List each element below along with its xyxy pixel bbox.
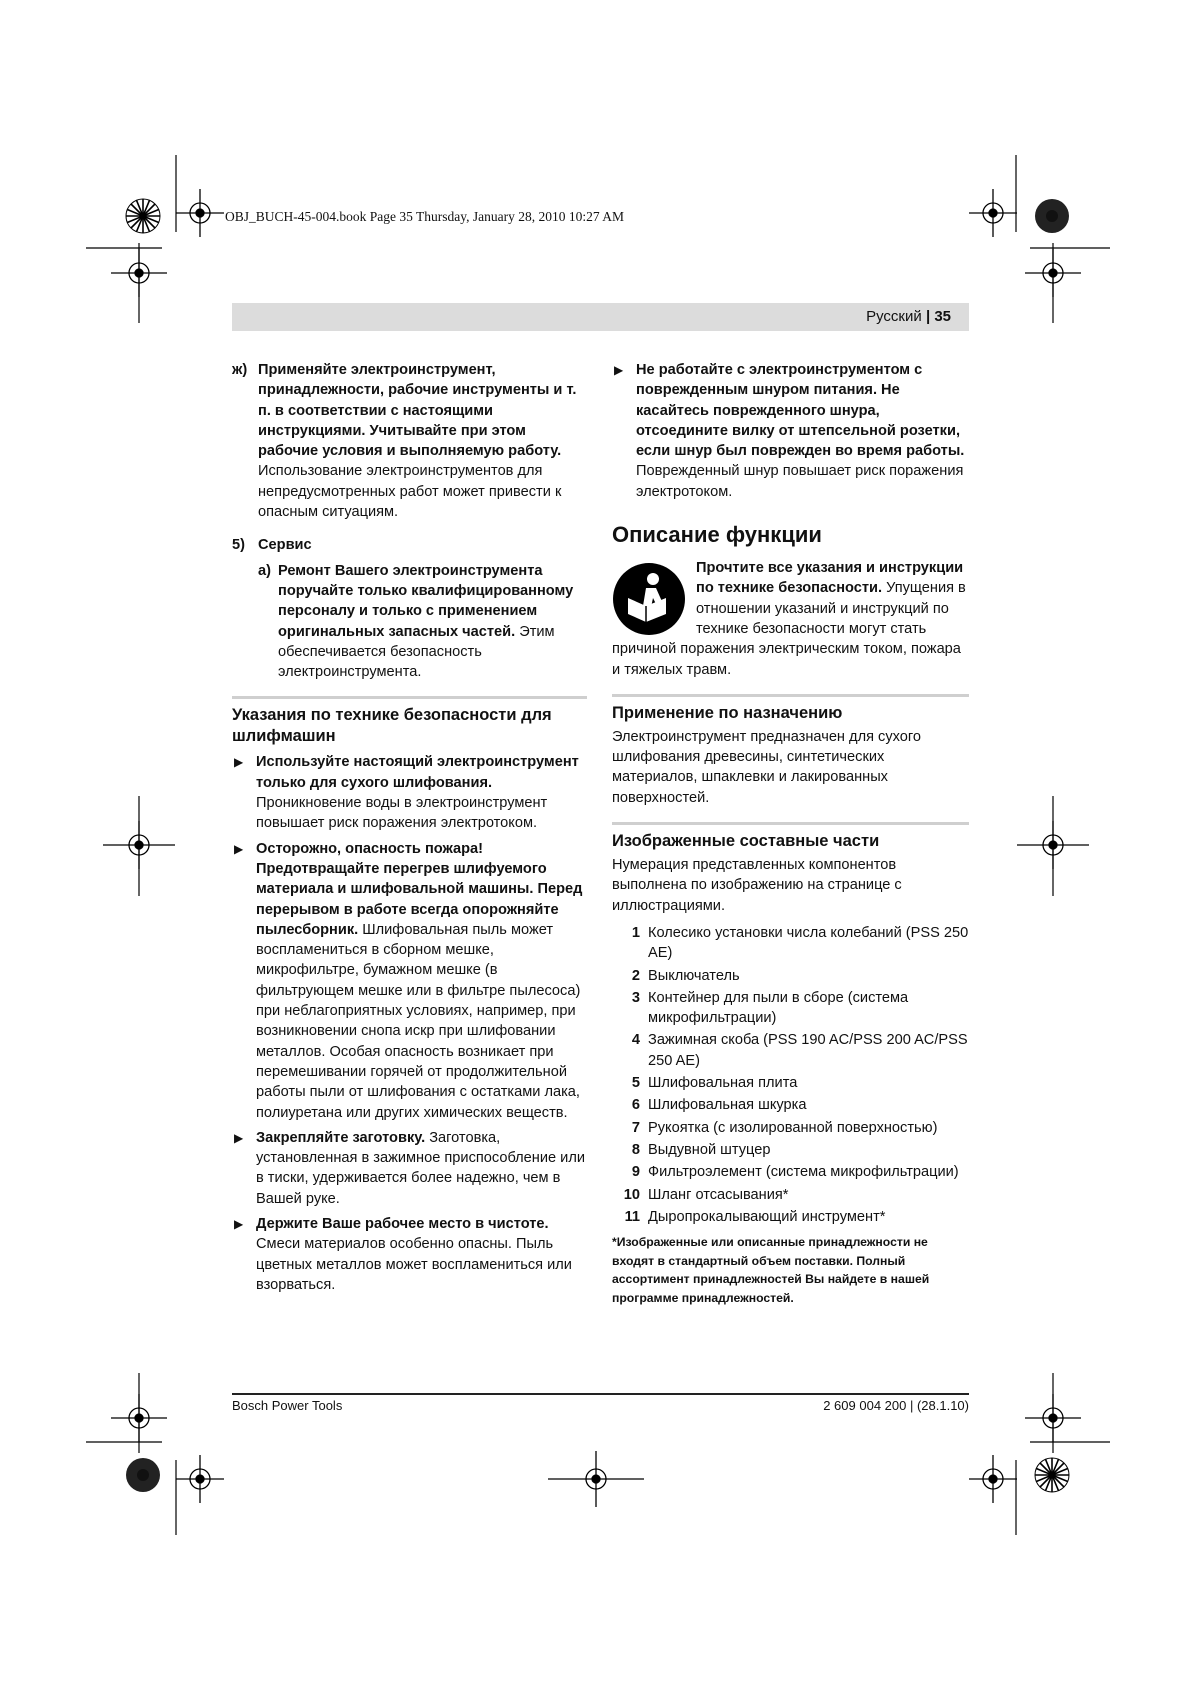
- right-column: [612, 360, 969, 1307]
- page-header: [866, 308, 951, 325]
- left-column: [232, 360, 587, 1295]
- page-number: 35: [934, 308, 951, 325]
- parts-heading: Изображенные составные части: [612, 822, 969, 852]
- parts-list: [612, 923, 969, 1227]
- list-item: [612, 1162, 969, 1182]
- bullet-triangle-icon: ▶: [234, 1130, 244, 1145]
- part-number: 3: [631, 989, 640, 1006]
- safety-bullet: [232, 1214, 587, 1295]
- part-number: 7: [631, 1119, 640, 1136]
- service-title: Сервис: [258, 537, 312, 554]
- part-number: 4: [631, 1032, 640, 1049]
- safety-bullet-bold: Используйте настоящий электроинструмент только для сухого шлифования.: [256, 754, 579, 791]
- cord-warning-text: Поврежденный шнур повышает риск поражения электротоком.: [636, 463, 964, 500]
- service-item-a-label: а): [258, 562, 271, 579]
- cord-warning-bullet: [612, 360, 969, 502]
- footer-rule: [232, 1393, 969, 1395]
- accessories-footnote: *Изображенные или описанные принадлежности не входят в стандартный объем поставки. Полный ассортимент принадлежностей Вы найдете в нашей программе принадлежностей.: [612, 1235, 930, 1305]
- part-name: Зажимная скоба (PSS 190 AC/PSS 200 AC/PSS 250 AE): [648, 1032, 968, 1069]
- list-item: [612, 1207, 969, 1227]
- purpose-text: Электроинструмент предназначен для сухого шлифования древесины, синтетических материалов, шпаклевки и лакированных поверхностей.: [612, 728, 921, 806]
- part-number: 6: [631, 1097, 640, 1114]
- list-item: [612, 1140, 969, 1160]
- list-item: [612, 1185, 969, 1205]
- list-item: [612, 1095, 969, 1115]
- service-item-a-text: Этим обеспечивается безопасность электроинструмента.: [278, 623, 555, 681]
- purpose-heading: Применение по назначению: [612, 694, 969, 724]
- safety-bullet-text: Шлифовальная пыль может воспламениться в сборном мешке, микрофильтре, бумажном мешке (в фильтрующем мешке или в фильтре пылесоса) при неблагоприятных условиях, например, при возникновении снопа искр при шлифовании металлов. Особая опасность возникает при перемешивании горячей от продолжительной работы пыли от шлифования с остатками лака, полиуретана или других химических веществ.: [256, 921, 581, 1121]
- page-header-bar: [232, 303, 969, 331]
- header-separator: |: [925, 308, 931, 325]
- read-manual-block: [612, 558, 969, 680]
- safety-bullet: [232, 752, 587, 833]
- safety-bullet: [232, 839, 587, 1123]
- bullet-triangle-icon: ▶: [234, 841, 244, 856]
- part-name: Выдувной штуцер: [648, 1141, 771, 1158]
- list-item: [612, 1073, 969, 1093]
- safety-bullet-bold: Закрепляйте заготовку.: [256, 1129, 426, 1146]
- safety-bullet-text: Заготовка, установленная в зажимное приспособление или в тиски, удерживается более надежно, чем в Вашей руке.: [256, 1129, 585, 1207]
- list-item: [612, 1030, 969, 1071]
- part-name: Шланг отсасывания*: [648, 1186, 789, 1203]
- bullet-triangle-icon: ▶: [234, 1216, 244, 1231]
- service-item-a-bold: Ремонт Вашего электроинструмента поручайте только квалифицированному персоналу и только с применением оригинальных запасных частей.: [278, 562, 574, 640]
- language-label: Русский: [866, 308, 922, 325]
- safety-bullet-text: Смеси материалов особенно опасны. Пыль цветных металлов может воспламениться или взорваться.: [256, 1236, 572, 1293]
- safety-bullet-bold: Осторожно, опасность пожара! Предотвращайте перегрев шлифуемого материала и шлифовальной машины. Перед перерывом в работе всегда опорожняйте пылесборник.: [256, 840, 583, 938]
- footer-brand: Bosch Power Tools: [232, 1398, 343, 1413]
- item-zh-label: ж): [232, 362, 248, 378]
- part-name: Контейнер для пыли в сборе (система микрофильтрации): [648, 989, 909, 1027]
- read-manual-text: Упущения в отношении указаний и инструкций по технике безопасности могут стать причиной поражения электрическим током, пожара и тяжелых травм.: [612, 580, 966, 678]
- safety-bullet-bold: Держите Ваше рабочее место в чистоте.: [256, 1215, 549, 1232]
- list-item: [612, 923, 969, 964]
- part-number: 1: [631, 924, 640, 941]
- part-name: Рукоятка (с изолированной поверхностью): [648, 1119, 938, 1136]
- part-number: 2: [631, 967, 640, 984]
- item-zh-bold: Применяйте электроинструмент, принадлежности, рабочие инструменты и т. п. в соответствии с настоящими инструкциями. Учитывайте при этом рабочие условия и выполняемую работу.: [258, 362, 577, 460]
- safety-bullets: [232, 752, 587, 1295]
- print-slug: OBJ_BUCH-45-004.book Page 35 Thursday, January 28, 2010 10:27 AM: [225, 209, 624, 224]
- safety-heading: Указания по технике безопасности для шлифмашин: [232, 696, 587, 747]
- footer-code: 2 609 004 200 | (28.1.10): [823, 1398, 969, 1413]
- part-number: 9: [631, 1164, 640, 1181]
- list-item: [612, 966, 969, 986]
- function-heading: Описание функции: [612, 522, 822, 548]
- service-section: [232, 535, 587, 682]
- part-number: 10: [623, 1186, 640, 1203]
- part-name: Фильтроэлемент (система микрофильтрации): [648, 1164, 959, 1181]
- bullet-triangle-icon: ▶: [614, 363, 624, 377]
- cord-warning-bold: Не работайте с электроинструментом с поврежденным шнуром питания. Не касайтесь поврежденного шнура, отсоедините вилку от штепсельной розетки, если шнур был поврежден во время работы.: [636, 362, 965, 460]
- list-item: [612, 1118, 969, 1138]
- part-number: 8: [631, 1141, 640, 1158]
- part-name: Дыропрокалывающий инструмент*: [648, 1208, 886, 1225]
- item-zh: [232, 360, 587, 522]
- part-name: Шлифовальная шкурка: [648, 1097, 807, 1114]
- read-manual-bold: Прочтите все указания и инструкции по технике безопасности.: [696, 560, 964, 597]
- part-name: Выключатель: [648, 967, 740, 984]
- bullet-triangle-icon: ▶: [234, 755, 244, 770]
- part-name: Колесико установки числа колебаний (PSS 250 AE): [648, 924, 969, 962]
- item-zh-text: Использование электроинструментов для непредусмотренных работ может привести к опасным ситуациям.: [258, 463, 562, 521]
- list-item: [612, 988, 969, 1029]
- service-number: 5): [232, 537, 245, 554]
- part-number: 11: [624, 1208, 640, 1225]
- read-manual-icon: [612, 562, 686, 636]
- service-item-a: [232, 561, 587, 683]
- safety-bullet: [232, 1128, 587, 1209]
- safety-bullet-text: Проникновение воды в электроинструмент повышает риск поражения электротоком.: [256, 795, 548, 832]
- parts-intro: Нумерация представленных компонентов выполнена по изображению на странице с иллюстрациями.: [612, 857, 902, 914]
- part-number: 5: [631, 1075, 640, 1092]
- part-name: Шлифовальная плита: [648, 1075, 798, 1092]
